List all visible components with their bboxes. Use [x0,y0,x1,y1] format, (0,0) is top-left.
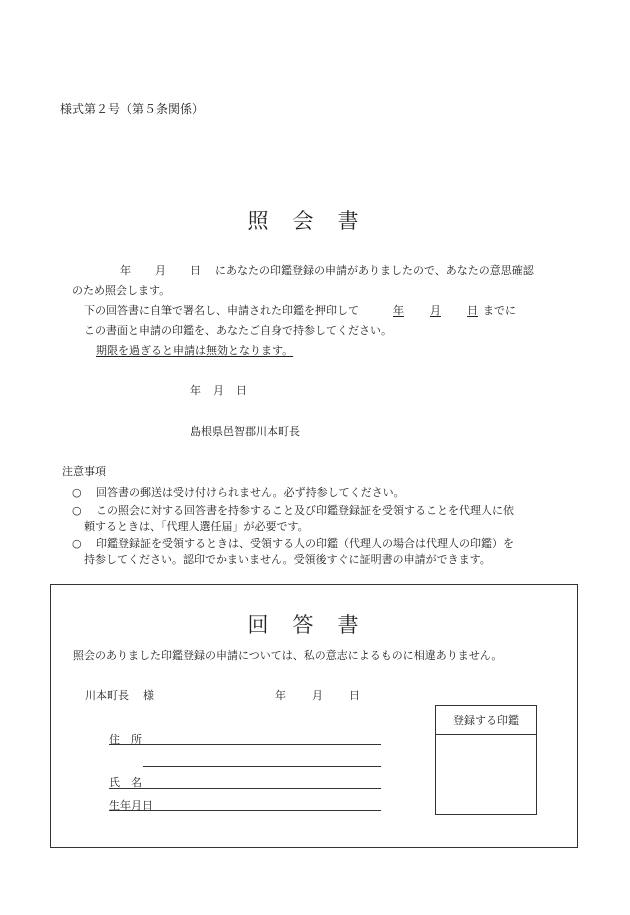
para2-day: 日 [467,304,478,317]
reply-date-month: 月 [312,689,323,702]
note-item-2 [72,502,514,518]
note-2-text: この照会に対する回答書を持参すること及び印鑑登録証を受領することを代理人に依 [96,504,514,517]
address-line-2[interactable] [143,766,381,767]
reply-statement: 照会のありました印鑑登録の申請については、私の意志によるものに相違ありません。 [73,649,503,662]
issue-date-day: 日 [236,384,247,397]
seal-box [435,705,537,815]
inquiry-title: 照会書 [247,209,383,233]
note-item-3-cont: 持参してください。認印でかまいません。受領後すぐに証明書の申請ができます。 [84,553,491,566]
birthdate-line[interactable] [109,810,381,811]
name-label: 氏 名 [109,776,142,789]
para2-month: 月 [430,304,441,317]
note-item-1 [72,484,405,500]
reply-date-day: 日 [349,689,360,702]
circle-marker: ○ [72,486,82,499]
para1-year: 年 [120,264,131,277]
reply-title: 回答書 [247,613,383,637]
note-1-text: 回答書の郵送は受け付けられません。必ず持参してください。 [96,486,405,499]
address-line[interactable] [109,744,381,745]
inquiry-paragraph-1-cont: のため照会します。 [72,284,171,297]
para1-month: 月 [155,264,166,277]
inquiry-paragraph-2-cont: この書面と申請の印鑑を、あなたご自身で持参してください。 [84,324,392,337]
para1-day: 日 [190,264,201,277]
inquiry-paragraph-2 [84,302,516,318]
notes-heading: 注意事項 [62,465,106,478]
deadline-warning: 期限を過ぎると申請は無効となります。 [96,344,294,357]
issue-date [190,382,247,398]
addressee-honorific: 様 [143,689,154,702]
para2-text: 下の回答書に自筆で署名し、申請された印鑑を押印して [84,304,359,317]
reply-date-year: 年 [275,689,286,702]
note-item-2-cont: 頼するときは、「代理人選任届」が必要です。 [84,520,309,533]
reply-form [50,584,578,848]
para1-text: にあなたの印鑑登録の申請がありましたので、あなたの意思確認 [215,264,534,277]
circle-marker: ○ [72,537,82,550]
note-3-text: 印鑑登録証を受領するときは、受領する人の印鑑（代理人の場合は代理人の印鑑）を [96,537,514,550]
inquiry-paragraph-1 [84,262,534,278]
circle-marker: ○ [72,504,82,517]
form-number: 様式第２号（第５条関係） [60,102,205,116]
birthdate-label: 生年月日 [109,799,153,812]
issue-date-year: 年 [190,384,201,397]
address-label: 住 所 [109,733,142,746]
issue-date-month: 月 [213,384,224,397]
issuer: 島根県邑智郡川本町長 [190,425,300,438]
reply-date [275,687,360,703]
para2-year: 年 [393,304,404,317]
para2-tail: までに [483,304,516,317]
addressee-name: 川本町長 [85,689,129,702]
seal-label: 登録する印鑑 [436,706,536,735]
name-line[interactable] [109,788,381,789]
note-item-3 [72,535,514,551]
reply-addressee [85,687,154,703]
deadline-date-blank [359,304,483,317]
